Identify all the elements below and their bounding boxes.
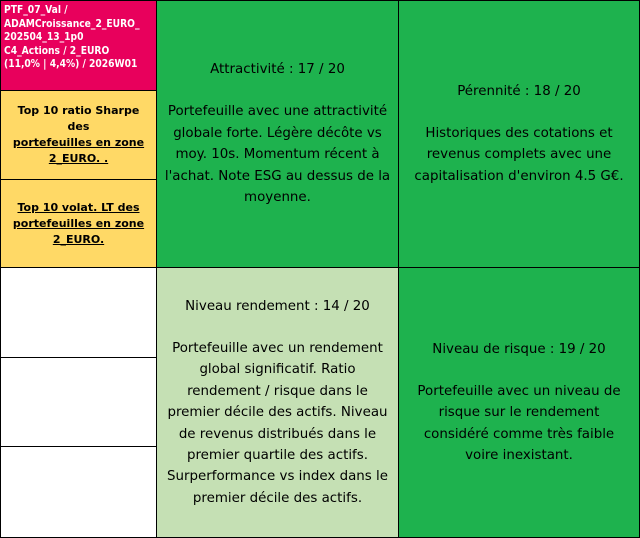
- description-line: Portefeuille avec une attractivité: [167, 104, 388, 120]
- link-line: portefeuilles en zone: [12, 216, 145, 230]
- perennite-title: Pérennité : 18 / 20: [457, 83, 581, 99]
- description-line: Portefeuille avec un niveau de: [417, 383, 621, 399]
- description-line: rendement / risque dans le: [187, 383, 368, 399]
- rendement-description: [167, 338, 388, 509]
- top10-volat-link[interactable]: [0, 179, 157, 268]
- top10-sharpe-link[interactable]: [0, 90, 157, 180]
- description-line: global significatif. Ratio: [199, 362, 356, 378]
- rendement-title: Niveau rendement : 14 / 20: [185, 298, 370, 314]
- description-line: Historiques des cotations et: [425, 125, 613, 141]
- empty-cell: [0, 446, 157, 538]
- link-line: Top 10 ratio Sharpe des: [17, 104, 140, 133]
- perennite-description: [414, 123, 623, 187]
- description-line: de revenus distribués dans le: [178, 426, 377, 442]
- description-line: voire inexistant.: [465, 447, 573, 463]
- description-line: globale forte. Légère décôte vs: [173, 125, 382, 141]
- link-line: Top 10 volat. LT des: [17, 200, 140, 214]
- attractivite-cell: [156, 0, 399, 268]
- description-line: considéré comme très faible: [423, 426, 615, 442]
- portfolio-id-line: (11,0% | 4,4%) / 2026W01: [4, 59, 138, 71]
- link-line: portefeuilles en zone: [12, 136, 145, 149]
- portfolio-id-line: C4_Actions / 2_EURO: [4, 45, 110, 57]
- portfolio-id-line: 202504_13_1p0: [4, 32, 84, 44]
- description-line: premier décile des actifs.: [192, 490, 363, 506]
- link-line: 2_EURO.: [52, 232, 105, 246]
- risque-title: Niveau de risque : 19 / 20: [432, 341, 606, 357]
- description-line: Surperformance vs index dans le: [167, 469, 388, 485]
- empty-cell: [0, 267, 157, 358]
- portfolio-id-line: ADAMCroissance_2_EURO_: [4, 18, 140, 30]
- portfolio-id-line: PTF_07_Val /: [4, 5, 68, 16]
- description-line: moy. 10s. Momentum récent à: [175, 147, 380, 163]
- empty-cell: [0, 357, 157, 447]
- rendement-cell: [156, 267, 399, 538]
- description-line: revenus complets avec une: [426, 147, 612, 163]
- description-line: moyenne.: [244, 190, 311, 206]
- risque-description: [417, 381, 620, 467]
- portfolio-id-cell: [0, 0, 157, 91]
- description-line: capitalisation d'environ 4.5 G€.: [414, 168, 624, 184]
- description-line: Portefeuille avec un rendement: [172, 340, 383, 356]
- link-line: 2_EURO. .: [48, 152, 109, 165]
- attractivite-title: Attractivité : 17 / 20: [210, 62, 345, 78]
- perennite-cell: [398, 0, 640, 268]
- description-line: risque sur le rendement: [438, 405, 600, 421]
- attractivite-description: [165, 101, 390, 208]
- description-line: l'achat. Note ESG au dessus de la: [164, 168, 391, 184]
- description-line: premier quartile des actifs.: [186, 447, 369, 463]
- risque-cell: [398, 267, 640, 538]
- description-line: premier décile des actifs. Niveau: [167, 405, 388, 421]
